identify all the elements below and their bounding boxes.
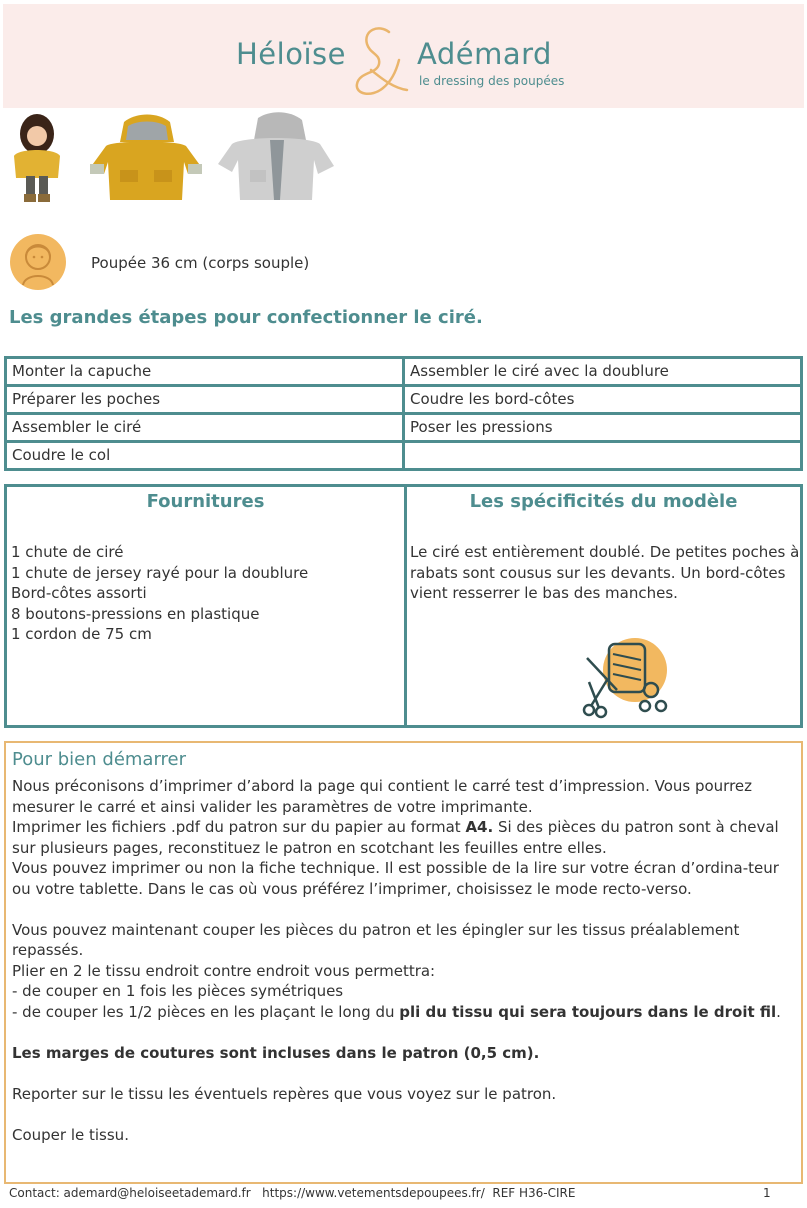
table-row: [6, 414, 802, 442]
list-item: Bord-côtes assorti: [11, 584, 147, 602]
column-divider: [404, 487, 407, 725]
paragraph: Nous préconisons d’imprimer d’abord la page qui contient le carré test d’impression. Vous pourrez mesurer le carré et ainsi valider les paramètres de votre imprimante.: [12, 777, 753, 816]
paragraph: Vous pouvez imprimer ou non la fiche technique. Il est possible de la lire sur votre écran d’ordina-teur ou votre tablette. Dans le cas où vous préférez l’imprimer, choisissez le mode recto-verso.: [12, 859, 779, 898]
list-item: 1 chute de ciré: [11, 543, 124, 561]
fournitures-title: Fournitures: [146, 491, 265, 512]
getting-started-box: [4, 741, 803, 1184]
paragraph: Reporter sur le tissu les éventuels repères que vous voyez sur le patron.: [12, 1084, 557, 1103]
list-item: 8 boutons-pressions en plastique: [11, 604, 260, 623]
table-cell: Monter la capuche: [6, 358, 404, 386]
table-row: [6, 442, 802, 470]
list-item: 1 cordon de 75 cm: [11, 625, 152, 643]
header-banner: [3, 4, 804, 108]
footer-contact: Contact: ademard@heloiseetademard.fr https://www.vetementsdepoupees.fr/ REF H36-CIRE: [9, 1186, 576, 1200]
fournitures-list: [11, 542, 308, 645]
table-cell: Assembler le ciré: [6, 414, 404, 442]
table-cell: Préparer les poches: [6, 386, 404, 414]
table-row: [6, 386, 802, 414]
paragraph: - de couper en 1 fois les pièces symétriques: [12, 982, 344, 1000]
paragraph: Couper le tissu.: [12, 1125, 129, 1144]
steps-table: [4, 356, 803, 471]
paragraph: Les marges de coutures sont incluses dans le patron (0,5 cm).: [12, 1043, 540, 1062]
list-item: 1 chute de jersey rayé pour la doublure: [11, 563, 309, 582]
doll-avatar-icon: [9, 233, 67, 291]
getting-started-title: Pour bien démarrer: [12, 749, 187, 770]
supplies-specs-box: [4, 484, 803, 728]
doll-photo: [4, 112, 70, 204]
brand-name-left: Héloïse: [236, 37, 346, 71]
paragraph: Imprimer les fichiers .pdf du patron sur du papier au format A4. Si des pièces du patron sont à cheval sur plusieurs pages, reconstituez le patron en scotchant les feuilles entre elles.: [12, 818, 779, 857]
grey-raincoat-photo: [214, 112, 338, 204]
doll-size-row: [9, 230, 409, 290]
table-cell: Coudre les bord-côtes: [404, 386, 802, 414]
table-row: [6, 358, 802, 386]
product-photos: [4, 112, 344, 207]
specificites-title: Les spécificités du modèle: [469, 491, 738, 512]
page-number: 1: [763, 1186, 771, 1200]
steps-title: Les grandes étapes pour confectionner le ciré.: [9, 307, 483, 328]
yellow-raincoat-photo: [84, 112, 208, 204]
specificites-text: Le ciré est entièrement doublé. De petites poches à rabats sont cousus sur les devants. Un bord-côtes vient resserrer le bas des manches.: [410, 543, 800, 602]
doll-size-label: Poupée 36 cm (corps souple): [91, 254, 310, 272]
ampersand-logo-icon: [341, 24, 411, 98]
brand-tagline: le dressing des poupées: [419, 74, 565, 88]
paragraph: Plier en 2 le tissu endroit contre endroit vous permettra:: [12, 961, 436, 980]
table-cell: Poser les pressions: [404, 414, 802, 442]
table-cell: Coudre le col: [6, 442, 404, 470]
paragraph: Vous pouvez maintenant couper les pièces du patron et les épingler sur les tissus préalablement repassés.: [12, 920, 740, 959]
table-cell: Assembler le ciré avec la doublure: [404, 358, 802, 386]
sewing-kit-icon: [577, 630, 669, 720]
brand-name-right: Adémard: [417, 37, 552, 71]
table-cell: [404, 442, 802, 470]
paragraph: - de couper les 1/2 pièces en les plaçant le long du pli du tissu qui sera toujours dans le droit fil.: [12, 1002, 781, 1021]
